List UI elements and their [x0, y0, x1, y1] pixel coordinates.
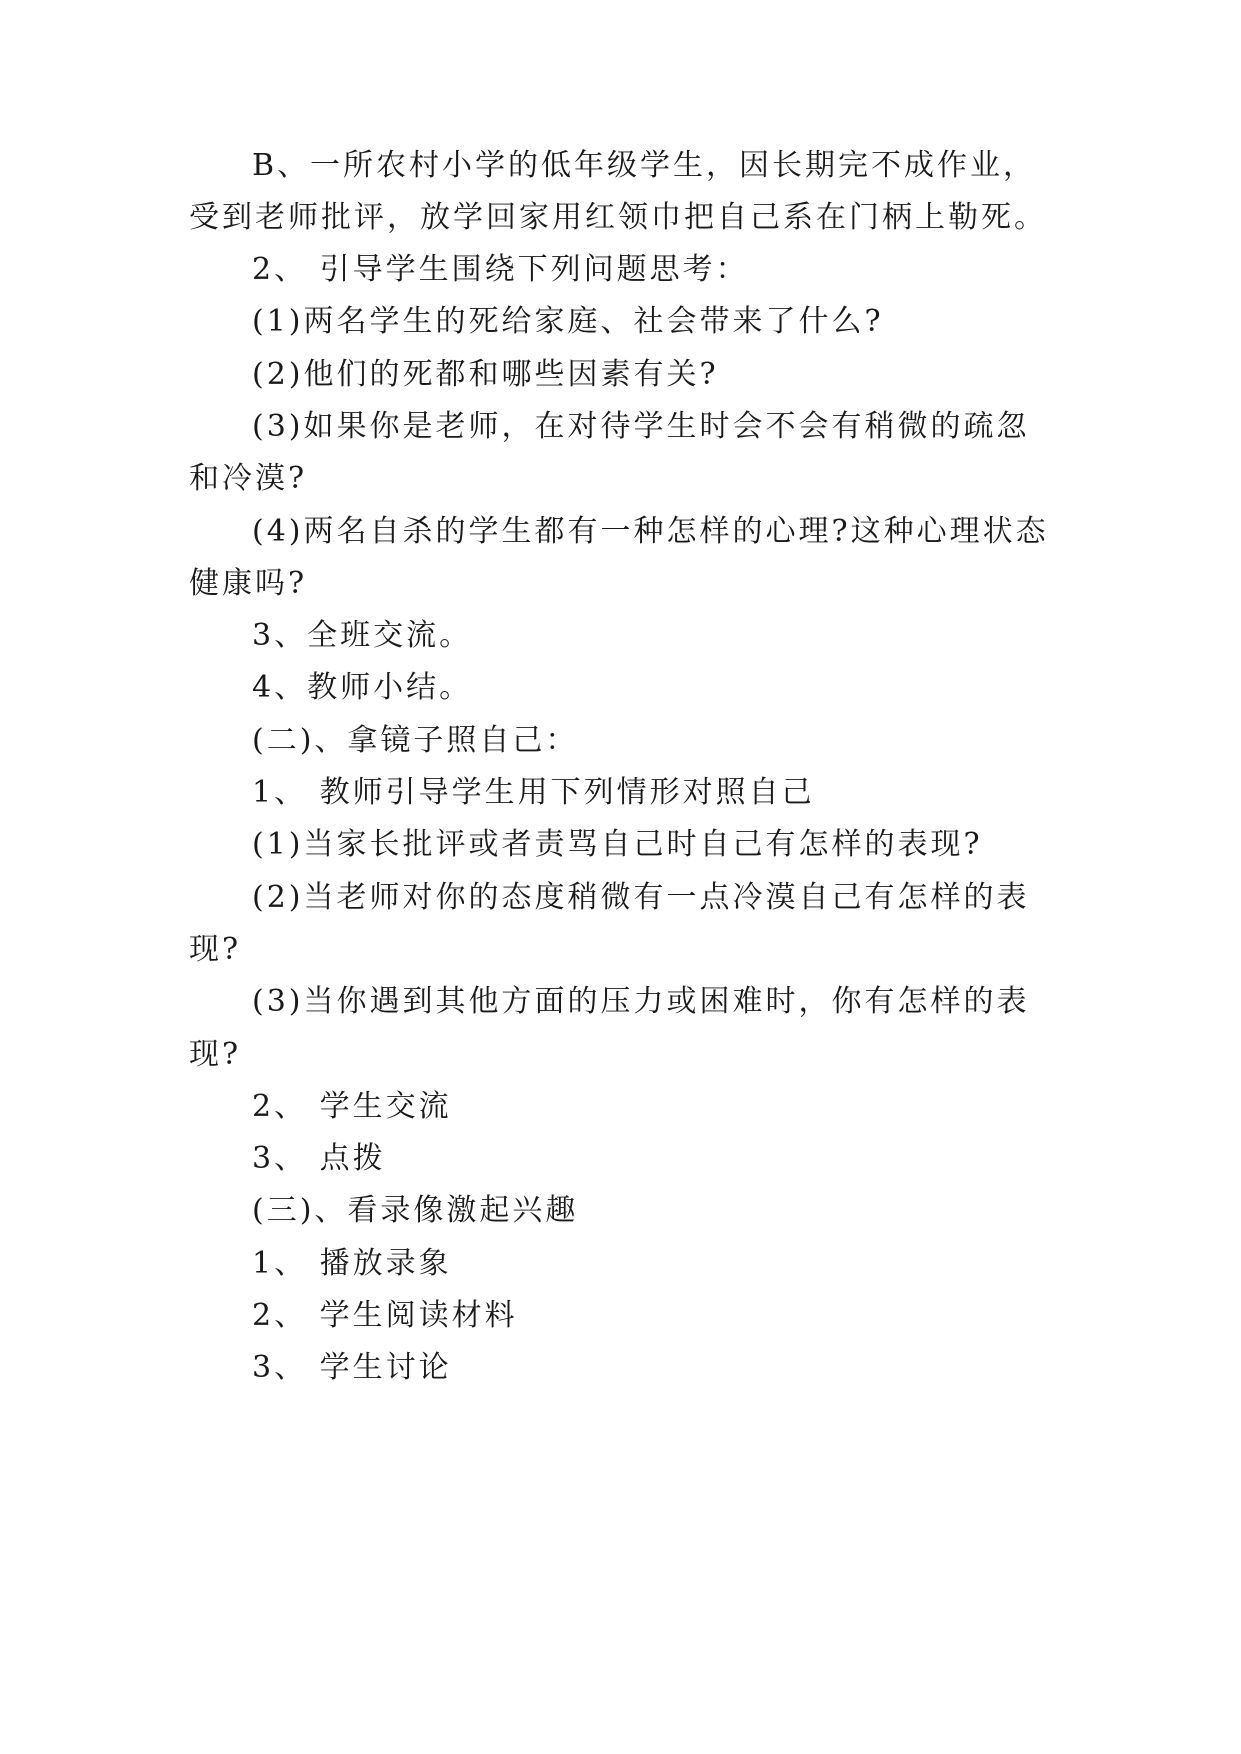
paragraph-line: 3、 点拨	[252, 1141, 386, 1176]
paragraph-line: 和冷漠?	[189, 461, 308, 496]
paragraph-line: (1)当家长批评或者责骂自己时自己有怎样的表现?	[252, 827, 983, 862]
paragraph-line: (2)当老师对你的态度稍微有一点冷漠自己有怎样的表	[252, 880, 1030, 915]
paragraph-line: (4)两名自杀的学生都有一种怎样的心理?这种心理状态	[252, 514, 1049, 549]
paragraph-line: 健康吗?	[189, 566, 308, 601]
paragraph-line: 2、 学生交流	[252, 1089, 452, 1124]
paragraph-line: 1、 播放录象	[252, 1246, 452, 1281]
paragraph-line: 现?	[189, 1037, 242, 1072]
paragraph-line: 现?	[189, 932, 242, 967]
section-heading: (二)、拿镜子照自己：	[252, 723, 579, 758]
paragraph-line: 受到老师批评，放学回家用红领巾把自己系在门柄上勒死。	[189, 200, 1047, 235]
paragraph-line: 4、教师小结。	[252, 670, 473, 705]
paragraph-line: B、一所农村小学的低年级学生，因长期完不成作业，	[252, 148, 1037, 183]
paragraph-line: (1)两名学生的死给家庭、社会带来了什么?	[252, 304, 884, 339]
paragraph-line: 1、 教师引导学生用下列情形对照自己	[252, 775, 815, 810]
paragraph-line: 3、全班交流。	[252, 618, 473, 653]
paragraph-line: (3)当你遇到其他方面的压力或困难时，你有怎样的表	[252, 984, 1030, 1019]
paragraph-line: 2、 学生阅读材料	[252, 1298, 518, 1333]
paragraph-line: (2)他们的死都和哪些因素有关?	[252, 357, 719, 392]
paragraph-line: 3、 学生讨论	[252, 1350, 452, 1385]
paragraph-line: (3)如果你是老师，在对待学生时会不会有稍微的疏忽	[252, 409, 1030, 444]
paragraph-line: 2、 引导学生围绕下列问题思考：	[252, 252, 749, 287]
section-heading: (三)、看录像激起兴趣	[252, 1193, 579, 1228]
